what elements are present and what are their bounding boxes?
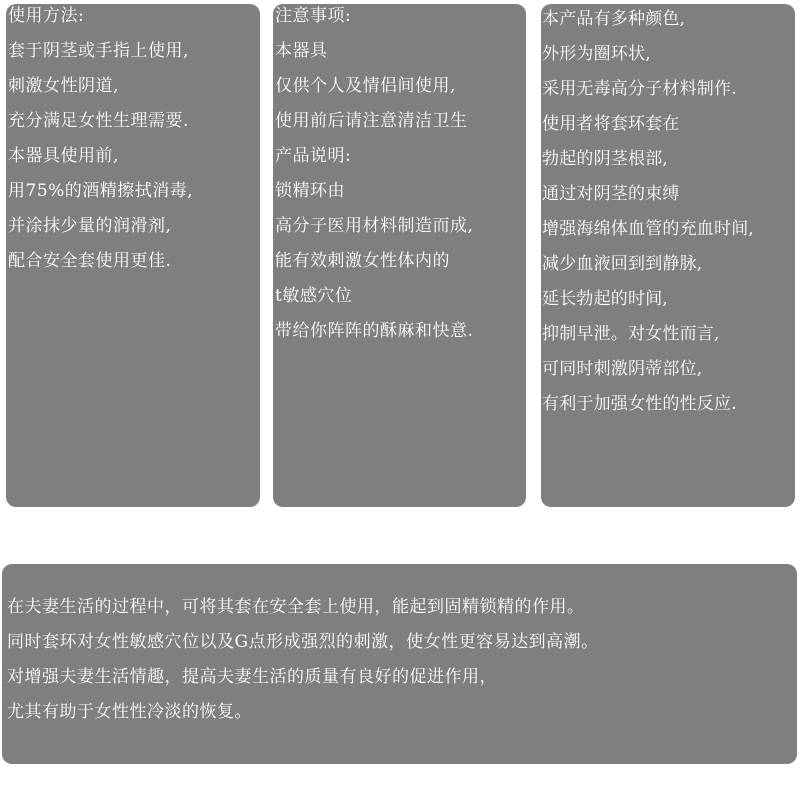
- description-line: 外形为圈环状,: [542, 44, 651, 64]
- product-line: 能有效刺激女性体内的: [275, 251, 450, 271]
- notice-text: [273, 4, 526, 349]
- usage-line: 套于阴茎或手指上使用,: [8, 41, 189, 61]
- notice-heading: 注意事项:: [275, 6, 352, 26]
- notice-line: 本器具: [275, 41, 328, 61]
- product-line: 带给你阵阵的酥麻和快意.: [275, 321, 474, 341]
- product-line: 高分子医用材料制造而成,: [275, 216, 474, 236]
- description-line: 增强海绵体血管的充血时间,: [542, 219, 755, 239]
- benefits-line: 尤其有助于女性性冷淡的恢复。: [7, 702, 252, 722]
- notice-line: 仅供个人及情侣间使用,: [275, 76, 456, 96]
- description-line: 通过对阴茎的束缚: [542, 184, 680, 204]
- description-panel: [541, 4, 795, 507]
- usage-line: 充分满足女性生理需要.: [8, 111, 189, 131]
- usage-line: 配合安全套使用更佳.: [8, 251, 172, 271]
- benefits-panel: [2, 564, 797, 764]
- description-line: 可同时刺激阴蒂部位,: [542, 359, 703, 379]
- benefits-line: 对增强夫妻生活情趣，提高夫妻生活的质量有良好的促进作用，: [7, 667, 497, 687]
- description-line: 有利于加强女性的性反应.: [542, 394, 737, 414]
- description-line: 采用无毒高分子材料制作.: [542, 79, 737, 99]
- usage-heading: 使用方法:: [8, 6, 85, 26]
- benefits-text: [2, 590, 797, 730]
- product-line: t敏感穴位: [275, 286, 353, 306]
- usage-text: [6, 4, 260, 279]
- product-line: 锁精环由: [275, 181, 345, 201]
- usage-line: 并涂抹少量的润滑剂,: [8, 216, 172, 236]
- usage-line: 本器具使用前,: [8, 146, 119, 166]
- description-line: 本产品有多种颜色,: [542, 9, 686, 29]
- usage-panel: [6, 4, 260, 507]
- notice-line: 使用前后请注意清洁卫生: [275, 111, 468, 131]
- description-line: 使用者将套环套在: [542, 114, 680, 134]
- description-text: [541, 4, 795, 422]
- description-line: 减少血液回到到静脉,: [542, 254, 703, 274]
- benefits-line: 在夫妻生活的过程中，可将其套在安全套上使用，能起到固精锁精的作用。: [7, 597, 585, 617]
- notice-panel: [273, 4, 526, 507]
- product-heading: 产品说明:: [275, 146, 352, 166]
- description-line: 抑制早泄。对女性而言,: [542, 324, 720, 344]
- description-line: 延长勃起的时间,: [542, 289, 669, 309]
- description-line: 勃起的阴茎根部,: [542, 149, 669, 169]
- usage-line: 用75%的酒精擦拭消毒,: [8, 181, 194, 201]
- benefits-line: 同时套环对女性敏感穴位以及G点形成强烈的刺激，使女性更容易达到高潮。: [7, 632, 599, 652]
- usage-line: 刺激女性阴道,: [8, 76, 119, 96]
